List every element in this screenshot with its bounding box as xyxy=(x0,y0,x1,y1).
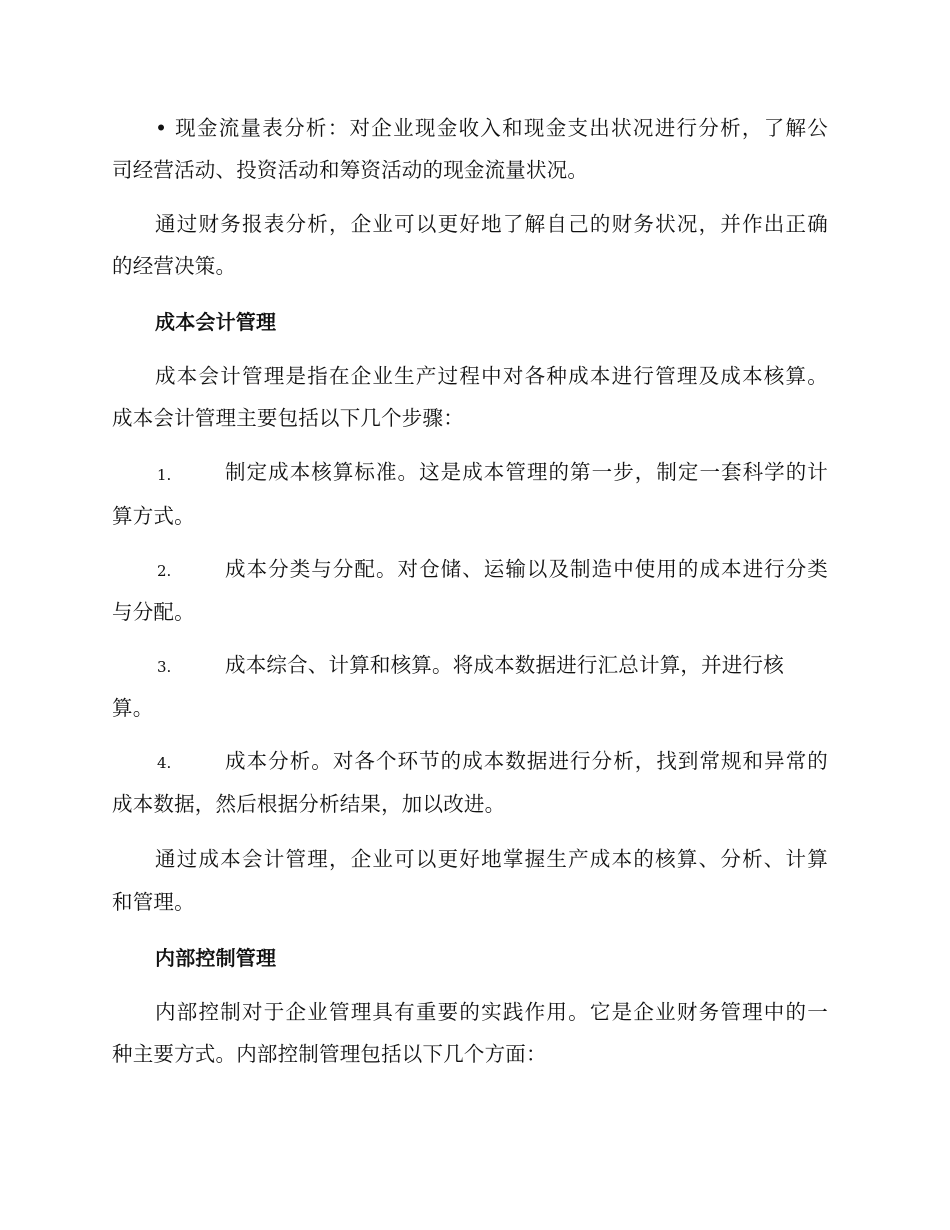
list-item-4-line1: 成本分析。对各个环节的成本数据进行分析，找到常规和异常的 xyxy=(225,749,828,773)
paragraph-internal-line1: 内部控制对于企业管理具有重要的实践作用。它是企业财务管理中的一 xyxy=(155,1000,828,1024)
paragraph-summary1-line1: 通过财务报表分析，企业可以更好地了解自己的财务状况，并作出正确 xyxy=(155,212,828,236)
paragraph-internal-line2: 种主要方式。内部控制管理包括以下几个方面： xyxy=(112,1042,547,1066)
list-number-1: 1. xyxy=(157,466,172,484)
list-item-2-line1: 成本分类与分配。对仓储、运输以及制造中使用的成本进行分类 xyxy=(225,557,828,581)
paragraph-cost-intro-line2: 成本会计管理主要包括以下几个步骤： xyxy=(112,406,464,430)
list-item-1-line1: 制定成本核算标准。这是成本管理的第一步，制定一套科学的计 xyxy=(225,460,828,484)
paragraph-summary1-line2: 的经营决策。 xyxy=(112,254,237,278)
section-heading-cost-accounting: 成本会计管理 xyxy=(155,310,277,334)
paragraph-summary2-line2: 和管理。 xyxy=(112,890,195,914)
paragraph-cashflow-line1: • 现金流量表分析：对企业现金收入和现金支出状况进行分析，了解公 xyxy=(155,116,828,140)
list-item-4-line2: 成本数据，然后根据分析结果，加以改进。 xyxy=(112,792,506,816)
list-item-3-line2: 算。 xyxy=(112,696,154,720)
list-item-2-line2: 与分配。 xyxy=(112,600,195,624)
list-number-2: 2. xyxy=(157,562,172,580)
paragraph-summary2-line1: 通过成本会计管理，企业可以更好地掌握生产成本的核算、分析、计算 xyxy=(155,847,828,871)
list-item-1-line2: 算方式。 xyxy=(112,504,195,528)
paragraph-cashflow-line2: 司经营活动、投资活动和筹资活动的现金流量状况。 xyxy=(112,158,589,182)
paragraph-cost-intro-line1: 成本会计管理是指在企业生产过程中对各种成本进行管理及成本核算。 xyxy=(155,364,828,388)
section-heading-internal-control: 内部控制管理 xyxy=(155,946,277,970)
list-number-4: 4. xyxy=(157,754,172,772)
list-item-3-line1: 成本综合、计算和核算。将成本数据进行汇总计算，并进行核 xyxy=(225,653,784,677)
list-number-3: 3. xyxy=(157,658,172,676)
